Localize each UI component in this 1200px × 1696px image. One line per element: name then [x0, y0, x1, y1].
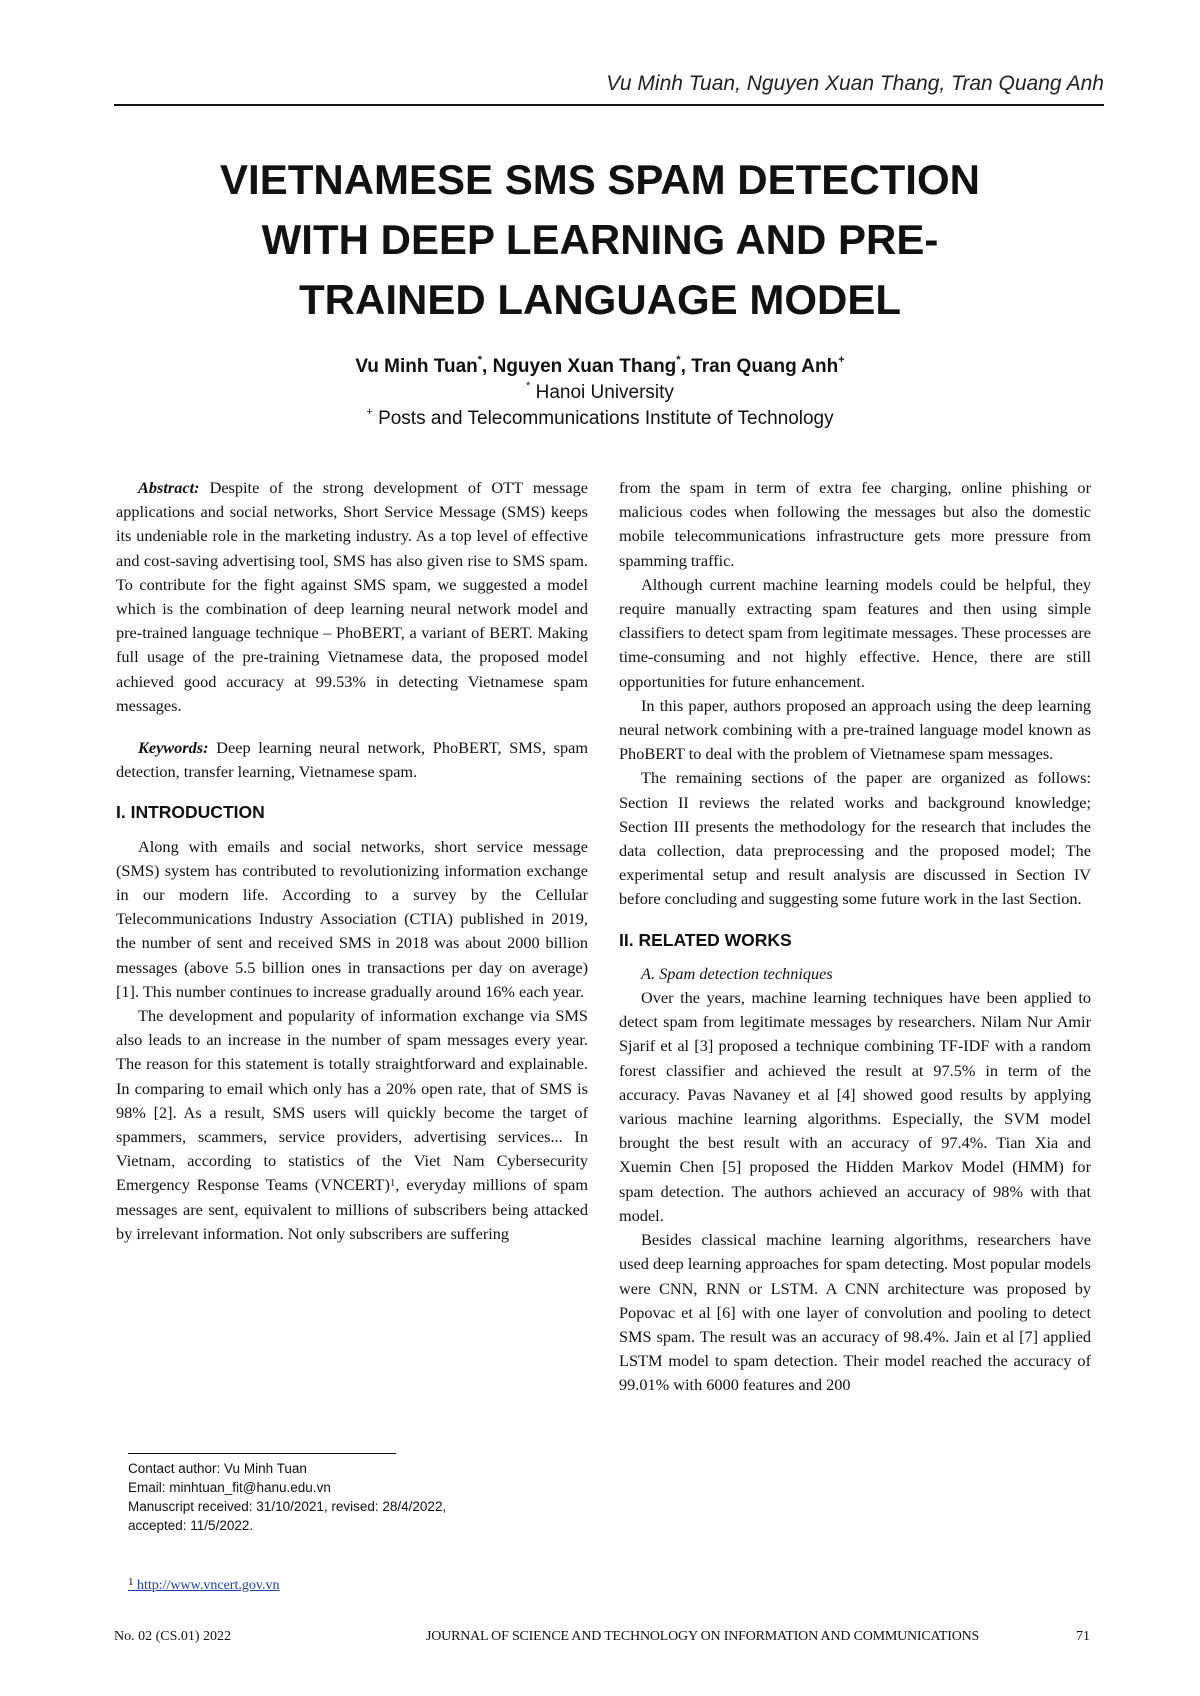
affiliation-2-name: Posts and Telecommunications Institute of Technology — [378, 408, 834, 429]
intro-paragraph-1: Along with emails and social networks, short service message (SMS) system has contributed to revolutionizing information exchange in our modern life. According to a survey by the Cellular Telecommunications Industry Association (CTIA) published in 2019, the number of sent and received SMS in 2018 was about 2000 billion messages (above 5.5 billion ones in transactions per day on average) [1]. This number continues to increase gradually around 16% each year. — [116, 836, 588, 1001]
right-column — [619, 476, 1091, 1398]
intro-paragraph-2-part-b: , everyday millions of spam messages are sent, equivalent to millions of subscribers being attacked by irrelevant information. Not only subscribers are suffering — [116, 1175, 588, 1243]
manuscript-accepted: accepted: 11/5/2022. — [128, 1518, 254, 1533]
related-paragraph-1: Over the years, machine learning techniques have been applied to detect spam from legitimate messages by researchers. Nilam Nur Amir Sjarif et al [3] proposed a technique combining TF-IDF with a random forest classifier and achieved the result at 97.5% in term of the accuracy. Pavas Navaney et al [4] showed good results by applying various machine learning algorithms. Especially, the SVM model brought the best result with an accuracy of 97.4%. Tian Xia and Xuemin Chen [5] proposed the Hidden Markov Model (HMM) for spam detection. The authors achieved an accuracy of 98% with that model. — [619, 988, 1091, 1225]
author-1: Vu Minh Tuan — [355, 356, 478, 377]
affiliation-1 — [120, 382, 1080, 404]
subsection-heading-spam-detection: A. Spam detection techniques — [641, 963, 833, 983]
footnote-rule — [128, 1453, 396, 1454]
title-line-2: WITH DEEP LEARNING AND PRE- — [261, 216, 939, 263]
intro-paragraph-5: In this paper, authors proposed an approach using the deep learning neural network combining with a pre-trained language model known as PhoBERT to deal with the problem of Vietnamese spam messages. — [619, 695, 1091, 764]
related-paragraph-2: Besides classical machine learning algorithms, researchers have used deep learning approaches for spam detecting. Most popular models were CNN, RNN or LSTM. A CNN architecture was proposed by Popovac et al [6] with one layer of convolution and pooling to detect SMS spam. The result was an accuracy of 98.4%. Jain et al [7] applied LSTM model to spam detection. Their model reached the accuracy of 99.01% with 6000 features and 200 — [619, 1230, 1091, 1395]
title-line-1: VIETNAMESE SMS SPAM DETECTION — [220, 156, 980, 203]
section-heading-related-works: II. RELATED WORKS — [619, 929, 792, 950]
intro-paragraph-2-part-a: The development and popularity of information exchange via SMS also leads to an increase in the number of spam messages every year. The reason for this statement is totally straightforward and explainable. In comparing to email which only has a 20% open rate, that of SMS is 98% [2]. As a result, SMS users will quickly become the target of spammers, scammers, service providers, advertising services... In Vietnam, according to statistics of the Viet Nam Cybersecurity Emergency Response Teams (VNCERT) — [116, 1006, 588, 1195]
author-3-mark: + — [838, 354, 845, 366]
affiliation-2 — [120, 408, 1080, 430]
affiliation-2-mark: + — [366, 406, 373, 418]
keywords-text: Deep learning neural network, PhoBERT, SMS, spam detection, transfer learning, Vietnamese spam. — [116, 738, 588, 782]
footer-page-number: 71 — [1076, 1629, 1090, 1644]
affiliation-1-mark: * — [526, 380, 531, 392]
abstract — [116, 476, 588, 718]
footnote-1-mark: 1 — [128, 1576, 134, 1588]
author-1-mark: * — [477, 354, 483, 366]
footer-journal: JOURNAL OF SCIENCE AND TECHNOLOGY ON INFORMATION AND COMMUNICATIONS — [426, 1629, 980, 1644]
running-head: Vu Minh Tuan, Nguyen Xuan Thang, Tran Quang Anh — [606, 72, 1104, 95]
author-separator: , — [680, 356, 692, 377]
abstract-label: Abstract: — [138, 478, 200, 497]
footnote-1 — [128, 1578, 279, 1594]
manuscript-received: Manuscript received: 31/10/2021, revised: 28/4/2022, — [128, 1499, 447, 1514]
author-list — [120, 356, 1080, 378]
footnote-ref-1: 1 — [389, 1177, 396, 1190]
author-2-mark: * — [676, 354, 681, 366]
abstract-text: Despite of the strong development of OTT message applications and social networks, Short Service Message (SMS) keeps its undeniable role in the marketing industry. As a top level of effective and cost-saving advertising tool, SMS has also given rise to SMS spam. To contribute for the fight against SMS spam, we suggested a model which is the combination of deep learning neural network model and pre-trained language technique – PhoBERT, a variant of BERT. Making full usage of the pre-training Vietnamese data, the proposed model achieved good accuracy at 99.53% in detecting Vietnamese spam messages. — [116, 478, 588, 715]
footer-issue: No. 02 (CS.01) 2022 — [114, 1629, 232, 1644]
footnote-1-link[interactable]: http://www.vncert.gov.vn — [137, 1578, 280, 1593]
author-3: Tran Quang Anh — [691, 356, 839, 377]
keywords — [116, 736, 588, 784]
keywords-label: Keywords: — [138, 738, 209, 758]
intro-paragraph-4: Although current machine learning models could be helpful, they require manually extracting spam features and then using simple classifiers to detect spam from legitimate messages. These processes are time-consuming and not highly effective. Hence, there are still opportunities for future enhancement. — [619, 574, 1091, 691]
left-column — [116, 476, 588, 1246]
contact-email: Email: minhtuan_fit@hanu.edu.vn — [128, 1480, 331, 1495]
intro-paragraph-2 — [116, 1004, 588, 1246]
intro-paragraph-3: from the spam in term of extra fee charging, online phishing or malicious codes when following the messages but also the domestic mobile telecommunications infrastructure gets more pressure from spamming traffic. — [619, 478, 1091, 570]
author-2: Nguyen Xuan Thang — [492, 356, 677, 377]
contact-author: Contact author: Vu Minh Tuan — [128, 1461, 307, 1476]
intro-paragraph-6: The remaining sections of the paper are organized as follows: Section II reviews the related works and background knowledge; Section III presents the methodology for the research that includes the data collection, data preprocessing and the proposed model; The experimental setup and result analysis are discussed in Section IV before concluding and suggesting some future work in the last Section. — [619, 768, 1091, 909]
section-heading-introduction: I. INTRODUCTION — [116, 802, 265, 823]
contact-note — [128, 1459, 446, 1535]
header-rule — [114, 104, 1104, 106]
paper-title — [120, 150, 1080, 330]
author-separator: , — [482, 356, 493, 377]
affiliation-1-name: Hanoi University — [535, 382, 674, 403]
title-line-3: TRAINED LANGUAGE MODEL — [299, 276, 901, 323]
